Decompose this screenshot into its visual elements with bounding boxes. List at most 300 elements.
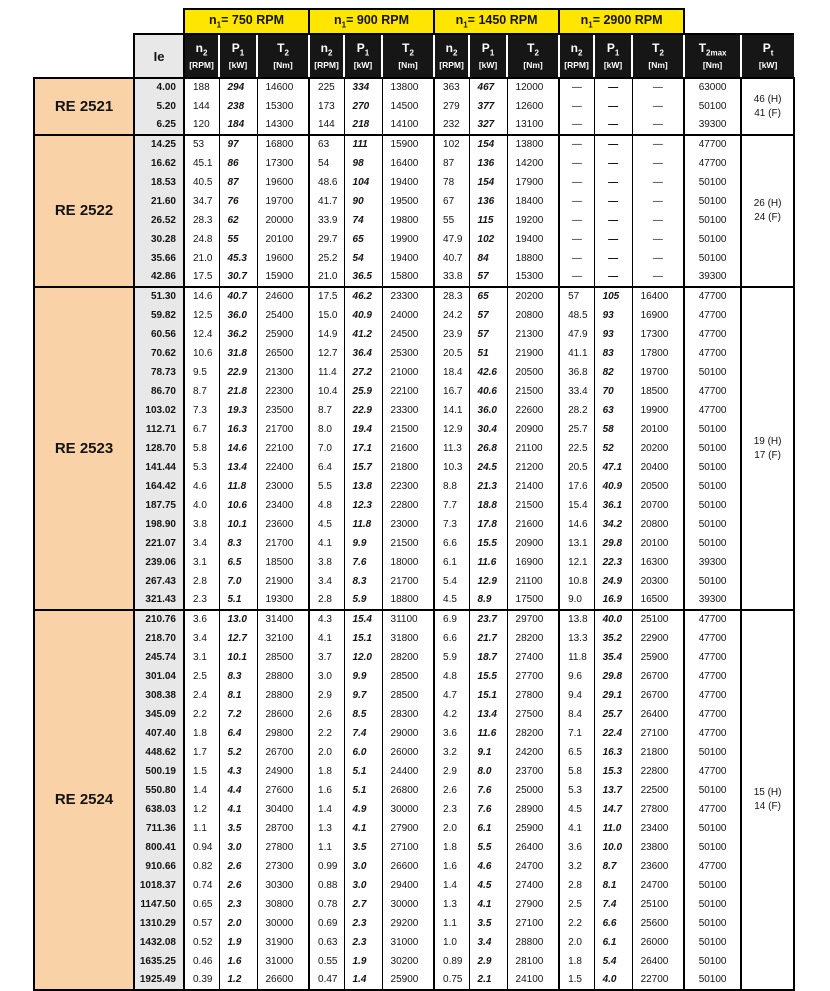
cell-p1: 4.9 [344,800,382,819]
cell-p1: 3.4 [469,933,507,952]
table-row [34,173,794,192]
cell-t2max: 50100 [684,97,741,116]
pt-rating: 26 (H) 24 (F) [741,135,794,287]
cell-n2: — [559,135,594,154]
cell-p1: 11.0 [594,819,632,838]
cell-p1: 21.8 [219,382,257,401]
cell-p1: 30.7 [219,268,257,287]
cell-t2: 24100 [507,971,559,990]
cell-n2: 11.3 [434,439,469,458]
cell-n2: 2.5 [184,667,219,686]
table-row [34,629,794,648]
cell-p1: 15.4 [344,610,382,629]
cell-n2: 3.7 [309,648,344,667]
cell-p1: 54 [344,249,382,268]
cell-p1: 2.1 [469,971,507,990]
cell-t2max: 47700 [684,325,741,344]
cell-t2: 20100 [257,230,309,249]
cell-p1: 9.7 [344,686,382,705]
cell-t2: 15300 [257,97,309,116]
cell-n2: 87 [434,154,469,173]
cell-t2: 19300 [257,591,309,610]
cell-ie: 4.00 [134,78,184,97]
cell-t2: 24900 [257,762,309,781]
cell-p1: 4.5 [469,876,507,895]
cell-p1: — [594,192,632,211]
cell-p1: 2.0 [219,914,257,933]
cell-t2: 16400 [632,287,684,306]
cell-n2: 225 [309,78,344,97]
cell-p1: 6.5 [219,553,257,572]
speed-header-row [34,9,794,34]
cell-t2: 14200 [507,154,559,173]
cell-ie: 1310.29 [134,914,184,933]
cell-p1: 136 [469,154,507,173]
cell-ie: 345.09 [134,705,184,724]
cell-t2max: 50100 [684,420,741,439]
header-corner-model [34,34,134,78]
cell-p1: 58 [594,420,632,439]
cell-p1: 93 [594,306,632,325]
cell-t2: 28100 [507,952,559,971]
cell-t2: 17900 [507,173,559,192]
table-row [34,553,794,572]
cell-n2: 4.5 [309,515,344,534]
cell-t2: 17300 [632,325,684,344]
col-header-ie: Ie [134,34,184,78]
cell-ie: 267.43 [134,572,184,591]
cell-t2: 29800 [257,724,309,743]
col-header-t2: $T_2$ [Nm] [507,34,559,78]
cell-n2: 24.2 [434,306,469,325]
cell-t2: 31800 [382,629,434,648]
cell-n2: 47.9 [559,325,594,344]
cell-t2: 16800 [257,135,309,154]
cell-ie: 112.71 [134,420,184,439]
cell-n2: 2.6 [309,705,344,724]
cell-p1: 2.3 [344,933,382,952]
cell-ie: 301.04 [134,667,184,686]
cell-n2: 1.8 [434,838,469,857]
cell-t2: 19800 [382,211,434,230]
cell-n2: 144 [184,97,219,116]
cell-n2: 7.3 [434,515,469,534]
cell-n2: 47.9 [434,230,469,249]
cell-p1: 1.9 [219,933,257,952]
cell-ie: 51.30 [134,287,184,306]
cell-n2: 2.8 [559,876,594,895]
cell-n2: — [559,154,594,173]
cell-t2max: 39300 [684,553,741,572]
cell-p1: 40.9 [594,477,632,496]
cell-n2: 1.1 [309,838,344,857]
cell-p1: 36.1 [594,496,632,515]
cell-t2: 19900 [382,230,434,249]
cell-n2: 2.3 [434,800,469,819]
cell-n2: 5.9 [434,648,469,667]
cell-p1: 270 [344,97,382,116]
cell-t2: 21300 [257,363,309,382]
cell-n2: 14.6 [184,287,219,306]
cell-n2: 1.6 [309,781,344,800]
cell-t2: 20900 [507,420,559,439]
cell-p1: 15.3 [594,762,632,781]
cell-n2: 24.8 [184,230,219,249]
cell-t2: — [632,78,684,97]
cell-p1: 36.2 [219,325,257,344]
cell-t2: — [632,154,684,173]
cell-n2: 55 [434,211,469,230]
cell-t2max: 50100 [684,458,741,477]
cell-p1: 21.7 [469,629,507,648]
cell-n2: 41.1 [559,344,594,363]
cell-t2max: 50100 [684,971,741,990]
cell-p1: 40.7 [219,287,257,306]
cell-p1: — [594,78,632,97]
cell-t2max: 50100 [684,230,741,249]
cell-p1: 111 [344,135,382,154]
cell-t2: 22300 [257,382,309,401]
cell-p1: 41.2 [344,325,382,344]
cell-t2: 24700 [507,857,559,876]
cell-t2max: 50100 [684,952,741,971]
cell-t2: 28200 [507,724,559,743]
cell-n2: 18.4 [434,363,469,382]
cell-p1: 93 [594,325,632,344]
col-header-t2: $T_2$ [Nm] [257,34,309,78]
cell-t2max: 47700 [684,705,741,724]
cell-ie: 221.07 [134,534,184,553]
cell-t2: 23000 [257,477,309,496]
cell-n2: 2.2 [309,724,344,743]
cell-n2: 5.4 [434,572,469,591]
cell-t2: 23400 [257,496,309,515]
cell-ie: 550.80 [134,781,184,800]
cell-p1: 6.4 [219,724,257,743]
cell-t2: 16400 [382,154,434,173]
cell-n2: 0.74 [184,876,219,895]
cell-t2: 23600 [632,857,684,876]
cell-p1: 238 [219,97,257,116]
cell-t2max: 50100 [684,534,741,553]
table-row [34,686,794,705]
cell-p1: 13.7 [594,781,632,800]
cell-n2: 17.5 [184,268,219,287]
cell-n2: 6.1 [434,553,469,572]
cell-t2: 19200 [507,211,559,230]
cell-n2: 12.4 [184,325,219,344]
cell-p1: 15.1 [469,686,507,705]
cell-n2: 28.2 [559,401,594,420]
cell-p1: 35.2 [594,629,632,648]
cell-p1: 5.4 [594,952,632,971]
cell-n2: 2.9 [309,686,344,705]
cell-t2: — [632,135,684,154]
cell-n2: — [559,173,594,192]
cell-t2: 25600 [632,914,684,933]
cell-p1: 22.9 [344,401,382,420]
cell-ie: 128.70 [134,439,184,458]
cell-ie: 218.70 [134,629,184,648]
table-row [34,534,794,553]
table-row [34,667,794,686]
cell-t2max: 50100 [684,515,741,534]
cell-p1: 29.8 [594,534,632,553]
cell-t2: 28800 [507,933,559,952]
cell-t2max: 47700 [684,610,741,629]
cell-n2: 21.0 [309,268,344,287]
cell-n2: 1.0 [434,933,469,952]
cell-t2max: 50100 [684,192,741,211]
cell-t2: 26400 [507,838,559,857]
cell-n2: 63 [309,135,344,154]
cell-n2: 0.78 [309,895,344,914]
cell-n2: 2.0 [434,819,469,838]
cell-p1: 23.7 [469,610,507,629]
cell-n2: — [559,230,594,249]
cell-n2: 3.8 [309,553,344,572]
col-header-p1: $P_1$ [kW] [469,34,507,78]
cell-p1: 13.0 [219,610,257,629]
cell-p1: 12.0 [344,648,382,667]
cell-t2: 29200 [382,914,434,933]
cell-p1: 36.5 [344,268,382,287]
cell-n2: 1.4 [184,781,219,800]
cell-n2: 0.82 [184,857,219,876]
cell-n2: 0.52 [184,933,219,952]
cell-p1: 154 [469,173,507,192]
cell-ie: 198.90 [134,515,184,534]
speed-header-750: $n_1= 750$ RPM [184,9,309,34]
cell-t2: 21900 [257,572,309,591]
col-header-pt: $P_t$ [kW] [741,34,794,78]
cell-t2max: 47700 [684,762,741,781]
table-row [34,572,794,591]
cell-n2: 0.65 [184,895,219,914]
cell-n2: 1.1 [434,914,469,933]
cell-p1: 2.6 [219,857,257,876]
cell-n2: 3.0 [309,667,344,686]
cell-t2: 14600 [257,78,309,97]
cell-p1: 2.9 [469,952,507,971]
cell-p1: 21.3 [469,477,507,496]
cell-n2: 11.4 [309,363,344,382]
cell-n2: 29.7 [309,230,344,249]
table-row [34,800,794,819]
cell-n2: 4.8 [309,496,344,515]
cell-p1: 62 [219,211,257,230]
table-row [34,287,794,306]
cell-t2: 27400 [507,876,559,895]
cell-n2: 1.1 [184,819,219,838]
cell-p1: 2.7 [344,895,382,914]
cell-p1: 4.1 [344,819,382,838]
col-header-n2: $n_2$ [RPM] [309,34,344,78]
cell-t2: 25900 [507,819,559,838]
cell-n2: 57 [559,287,594,306]
cell-t2max: 50100 [684,496,741,515]
cell-t2: 26700 [632,686,684,705]
cell-p1: 36.0 [469,401,507,420]
cell-ie: 711.36 [134,819,184,838]
cell-n2: 48.6 [309,173,344,192]
cell-n2: 0.89 [434,952,469,971]
cell-t2: 20700 [632,496,684,515]
cell-t2max: 50100 [684,819,741,838]
speed-header-1450: $n_1= 1450$ RPM [434,9,559,34]
cell-p1: 14.7 [594,800,632,819]
cell-p1: 19.3 [219,401,257,420]
cell-p1: 11.6 [469,553,507,572]
cell-t2: 24000 [382,306,434,325]
cell-p1: 11.8 [219,477,257,496]
cell-t2: 26400 [632,952,684,971]
cell-p1: 6.1 [594,933,632,952]
table-row [34,914,794,933]
cell-p1: — [594,97,632,116]
cell-t2: — [632,173,684,192]
model-label: RE 2524 [34,610,134,990]
cell-p1: 17.8 [469,515,507,534]
cell-n2: 7.3 [184,401,219,420]
table-row [34,306,794,325]
cell-t2max: 50100 [684,173,741,192]
cell-t2: 22500 [632,781,684,800]
cell-p1: 10.6 [219,496,257,515]
table-row [34,762,794,781]
cell-n2: 120 [184,116,219,135]
cell-n2: 25.7 [559,420,594,439]
cell-n2: 1.8 [559,952,594,971]
cell-t2max: 50100 [684,914,741,933]
table-row [34,382,794,401]
cell-t2: 15900 [382,135,434,154]
cell-t2max: 47700 [684,629,741,648]
cell-n2: 2.2 [184,705,219,724]
cell-t2: 24400 [382,762,434,781]
cell-t2: 17300 [257,154,309,173]
cell-n2: 144 [309,116,344,135]
cell-t2: 14500 [382,97,434,116]
cell-t2: 24500 [382,325,434,344]
cell-n2: 40.7 [434,249,469,268]
table-row [34,496,794,515]
cell-n2: 1.4 [434,876,469,895]
cell-t2: 26700 [257,743,309,762]
table-row [34,819,794,838]
cell-n2: 33.8 [434,268,469,287]
cell-n2: 10.8 [559,572,594,591]
cell-t2: 28800 [257,667,309,686]
cell-n2: 173 [309,97,344,116]
cell-n2: 4.7 [434,686,469,705]
cell-p1: 8.3 [219,534,257,553]
col-header-p1: $P_1$ [kW] [594,34,632,78]
cell-t2: 27900 [507,895,559,914]
cell-t2: 31000 [257,952,309,971]
cell-t2: 27100 [632,724,684,743]
cell-t2: 28500 [382,686,434,705]
cell-t2: 18500 [632,382,684,401]
table-row [34,230,794,249]
cell-p1: 31.8 [219,344,257,363]
cell-t2max: 50100 [684,895,741,914]
cell-n2: 1.6 [434,857,469,876]
cell-p1: 5.1 [344,781,382,800]
cell-ie: 18.53 [134,173,184,192]
cell-t2: 27900 [382,819,434,838]
cell-t2: 25900 [382,971,434,990]
cell-t2: 21900 [507,344,559,363]
cell-t2: 20200 [507,287,559,306]
cell-p1: 13.4 [219,458,257,477]
cell-p1: 1.9 [344,952,382,971]
cell-t2: 27100 [507,914,559,933]
cell-p1: 57 [469,268,507,287]
cell-t2: 22400 [257,458,309,477]
table-row [34,458,794,477]
cell-n2: 279 [434,97,469,116]
pt-rating: 15 (H) 14 (F) [741,610,794,990]
table-row [34,781,794,800]
cell-n2: 3.6 [559,838,594,857]
cell-p1: 76 [219,192,257,211]
cell-p1: 8.3 [219,667,257,686]
cell-n2: 9.0 [559,591,594,610]
cell-p1: 19.4 [344,420,382,439]
cell-n2: 12.1 [559,553,594,572]
cell-p1: 30.4 [469,420,507,439]
cell-n2: 0.99 [309,857,344,876]
cell-p1: 6.0 [344,743,382,762]
cell-p1: 12.3 [344,496,382,515]
cell-n2: 2.8 [184,572,219,591]
cell-n2: 33.9 [309,211,344,230]
cell-t2max: 63000 [684,78,741,97]
cell-p1: 40.6 [469,382,507,401]
cell-p1: 8.1 [219,686,257,705]
cell-p1: 25.7 [594,705,632,724]
cell-t2: 29400 [382,876,434,895]
cell-t2: 31000 [382,933,434,952]
cell-ie: 5.20 [134,97,184,116]
cell-t2: 22100 [257,439,309,458]
table-row [34,477,794,496]
cell-n2: 28.3 [434,287,469,306]
cell-t2: 23500 [257,401,309,420]
cell-p1: 3.0 [344,857,382,876]
cell-t2max: 47700 [684,857,741,876]
cell-p1: 22.9 [219,363,257,382]
cell-n2: 4.8 [434,667,469,686]
cell-ie: 1432.08 [134,933,184,952]
cell-p1: 3.5 [469,914,507,933]
cell-n2: 41.7 [309,192,344,211]
table-row [34,705,794,724]
cell-t2: 27400 [507,648,559,667]
cell-ie: 70.62 [134,344,184,363]
spec-table-body [34,78,794,990]
cell-t2: 24200 [507,743,559,762]
cell-n2: 17.6 [559,477,594,496]
cell-t2: 19400 [382,249,434,268]
cell-t2: 19700 [257,192,309,211]
pt-rating: 19 (H) 17 (F) [741,287,794,610]
cell-n2: 3.2 [559,857,594,876]
table-header [34,9,794,78]
cell-p1: — [594,173,632,192]
cell-n2: 2.8 [309,591,344,610]
